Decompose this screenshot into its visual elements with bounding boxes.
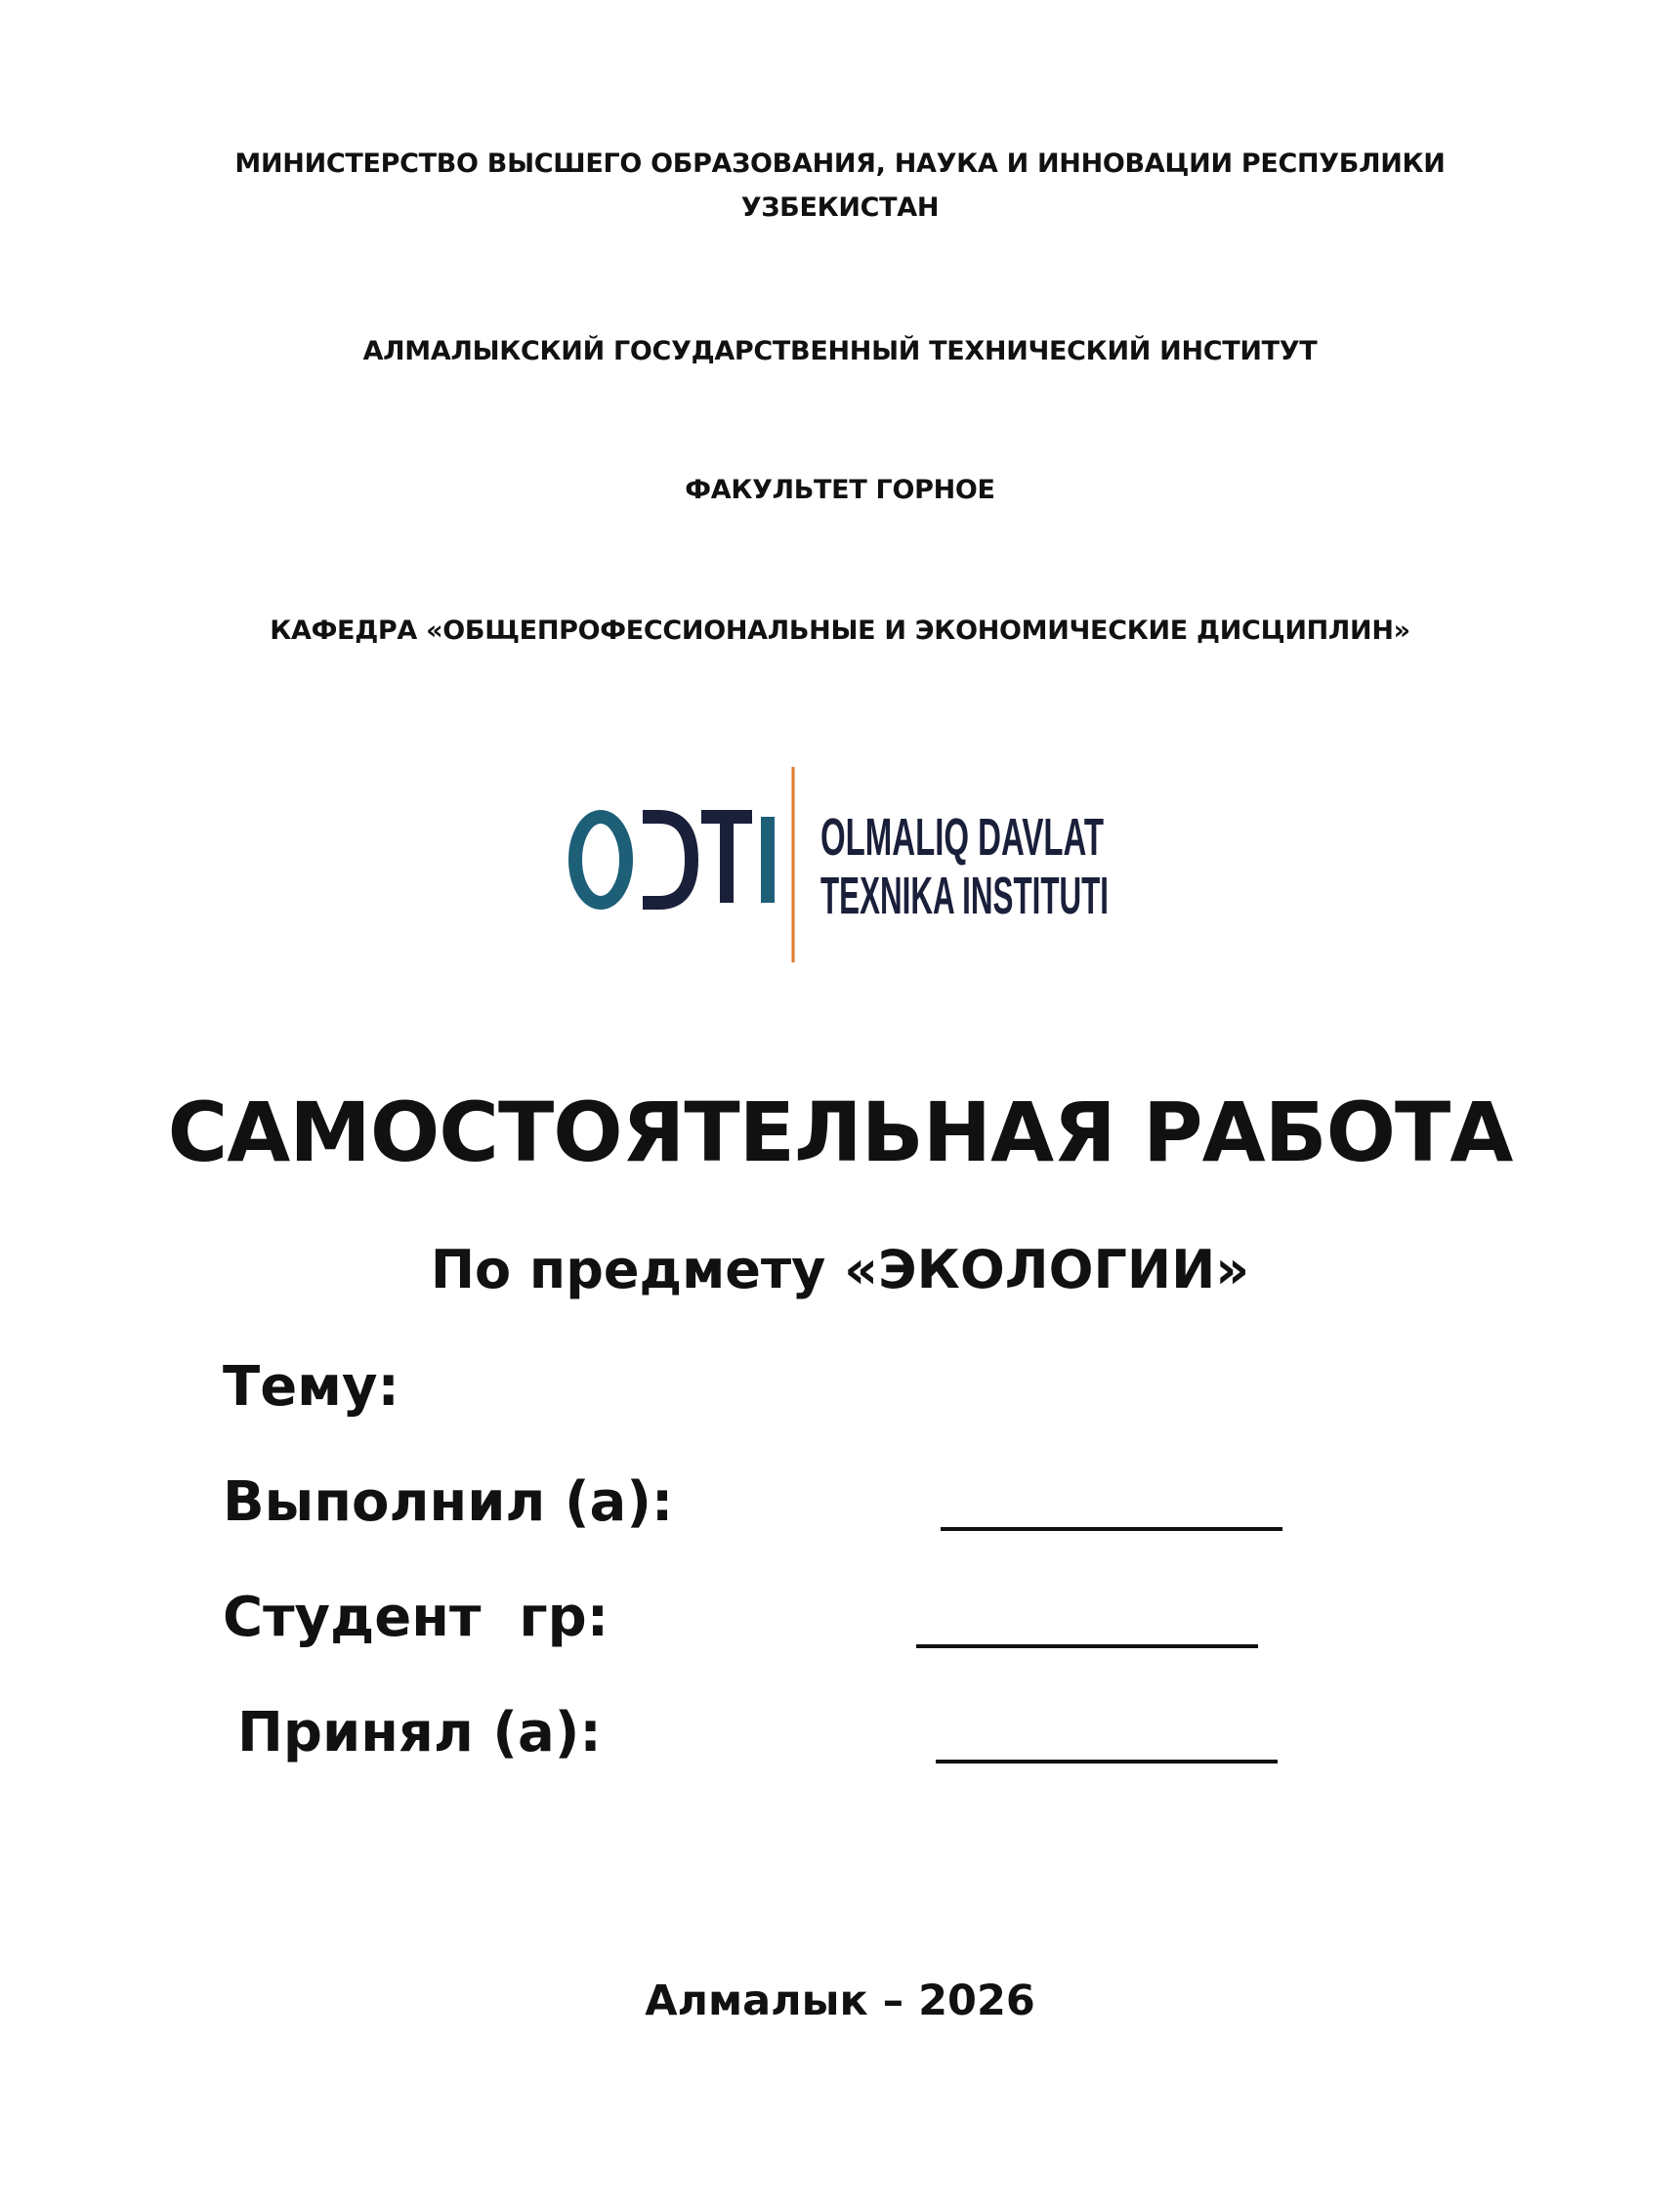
student-group-blank-line — [916, 1644, 1258, 1648]
document-title: САМОСТОЯТЕЛЬНАЯ РАБОТА — [167, 1084, 1513, 1180]
logo-letter-o — [575, 817, 626, 903]
document-subtitle: По предмету «ЭКОЛОГИИ» — [430, 1239, 1250, 1300]
faculty-name: ФАКУЛЬТЕТ ГОРНОЕ — [685, 475, 995, 505]
institute-logo — [567, 757, 1113, 967]
city-year-footer: Алмалык – 2026 — [645, 1976, 1035, 2025]
performed-by-blank-line — [941, 1527, 1282, 1531]
topic-label: Тему: — [223, 1355, 399, 1419]
institute-name: АЛМАЛЫКСКИЙ ГОСУДАРСТВЕННЫЙ ТЕХНИЧЕСКИЙ ИНСТИТУТ — [362, 336, 1318, 366]
accepted-by-blank-line — [936, 1760, 1278, 1764]
logo-text-line-2: TEXNIKA INSTITUTI — [820, 867, 1109, 925]
ministry-name-line-1: МИНИСТЕРСТВО ВЫСШЕГО ОБРАЗОВАНИЯ, НАУКА И ИННОВАЦИИ РЕСПУБЛИКИ — [234, 149, 1446, 179]
performed-by-label: Выполнил (а): — [223, 1470, 674, 1534]
logo-letter-t — [701, 817, 752, 903]
logo-text-line-1: OLMALIQ DAVLAT — [820, 808, 1105, 867]
department-name: КАФЕДРА «ОБЩЕПРОФЕССИОНАЛЬНЫЕ И ЭКОНОМИЧЕСКИЕ ДИСЦИПЛИН» — [270, 616, 1410, 646]
ministry-name-line-2: УЗБЕКИСТАН — [740, 192, 940, 223]
student-group-label: Студент гр: — [223, 1586, 609, 1649]
accepted-by-label: Принял (а): — [237, 1701, 602, 1764]
logo-letter-d — [643, 817, 692, 903]
